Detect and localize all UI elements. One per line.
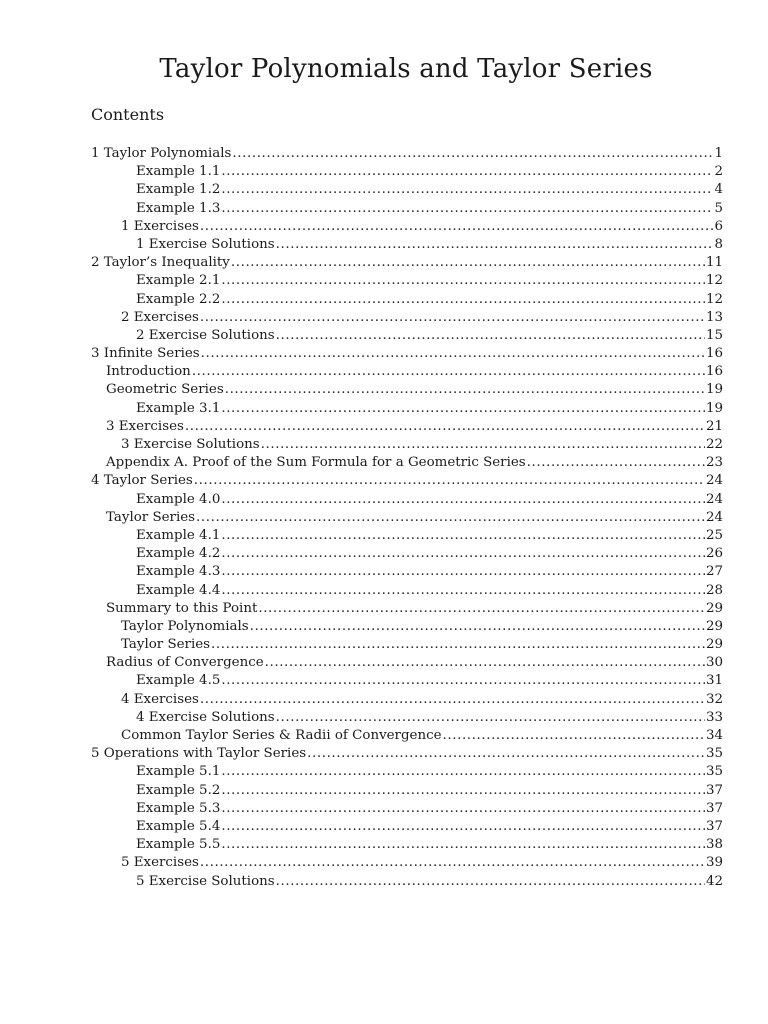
toc-page-number: 5 (714, 200, 723, 216)
toc-dot-leader (185, 418, 705, 436)
toc-entry-label: Taylor Series (121, 637, 211, 653)
toc-dot-leader (221, 491, 705, 509)
toc-dot-leader (221, 527, 705, 545)
toc-entry-label: Example 5.3 (136, 800, 221, 816)
toc-entry[interactable] (91, 272, 723, 290)
toc-page-number: 11 (705, 255, 723, 271)
toc-entry-label: 1 Exercise Solutions (136, 236, 275, 252)
toc-page-number: 24 (705, 473, 723, 489)
toc-entry-label: 4 Exercise Solutions (136, 709, 275, 725)
toc-entry[interactable] (91, 527, 723, 545)
toc-entry[interactable] (91, 836, 723, 854)
toc-entry-label: Example 1.1 (136, 164, 221, 180)
toc-entry[interactable] (91, 491, 723, 509)
toc-entry[interactable] (91, 418, 723, 436)
toc-dot-leader (221, 836, 705, 854)
toc-page-number: 21 (705, 418, 723, 434)
toc-page-number: 23 (705, 455, 723, 471)
toc-entry-label: 1 Exercises (121, 218, 199, 234)
toc-entry-label: Summary to this Point (106, 600, 258, 616)
toc-page-number: 37 (705, 782, 723, 798)
toc-entry-label: Example 2.1 (136, 273, 221, 289)
toc-entry-label: 2 Exercise Solutions (136, 327, 275, 343)
table-of-contents (91, 145, 723, 891)
toc-page-number: 16 (705, 364, 723, 380)
toc-dot-leader (250, 618, 705, 636)
toc-page-number: 30 (705, 655, 723, 671)
toc-dot-leader (200, 691, 705, 709)
toc-entry[interactable] (91, 145, 723, 163)
toc-entry-label: 4 Exercises (121, 691, 199, 707)
toc-entry[interactable] (91, 818, 723, 836)
toc-entry[interactable] (91, 636, 723, 654)
toc-page-number: 35 (705, 746, 723, 762)
toc-entry[interactable] (91, 363, 723, 381)
toc-entry-label: Example 1.2 (136, 182, 221, 198)
toc-page-number: 2 (714, 164, 723, 180)
toc-entry[interactable] (91, 436, 723, 454)
toc-entry-label: Example 5.5 (136, 837, 221, 853)
toc-page-number: 34 (705, 728, 723, 743)
toc-page-number: 19 (705, 400, 723, 416)
toc-entry-label: Geometric Series (106, 382, 224, 398)
toc-page-number: 33 (705, 709, 723, 725)
toc-entry-label: Example 3.1 (136, 400, 221, 416)
toc-entry-label: Example 4.3 (136, 564, 221, 580)
toc-entry[interactable] (91, 291, 723, 309)
toc-entry-label: Example 4.5 (136, 673, 221, 689)
toc-dot-leader (258, 600, 705, 618)
toc-page-number: 28 (705, 582, 723, 598)
toc-entry[interactable] (91, 691, 723, 709)
toc-entry[interactable] (91, 509, 723, 527)
toc-entry[interactable] (91, 472, 723, 490)
toc-entry[interactable] (91, 218, 723, 236)
toc-entry-label: Example 5.2 (136, 782, 221, 798)
toc-page-number: 16 (705, 346, 723, 362)
toc-entry[interactable] (91, 782, 723, 800)
toc-entry-label: 3 Exercise Solutions (121, 437, 260, 452)
toc-dot-leader (276, 327, 705, 345)
toc-dot-leader (276, 709, 705, 727)
toc-dot-leader (225, 381, 705, 399)
toc-entry-label: 3 Exercises (106, 418, 184, 434)
toc-entry-label: Example 1.3 (136, 200, 221, 216)
toc-page-number: 27 (705, 564, 723, 580)
toc-entry-label: Example 5.1 (136, 764, 221, 780)
toc-entry[interactable] (91, 181, 723, 199)
toc-page-number: 25 (705, 527, 723, 543)
toc-entry[interactable] (91, 709, 723, 727)
toc-entry[interactable] (91, 618, 723, 636)
toc-page-number: 12 (705, 273, 723, 289)
toc-entry[interactable] (91, 672, 723, 690)
toc-page-number: 38 (705, 837, 723, 853)
toc-dot-leader (221, 800, 705, 818)
toc-dot-leader (194, 472, 705, 490)
toc-entry[interactable] (91, 873, 723, 891)
toc-dot-leader (211, 636, 705, 654)
contents-heading: Contents (91, 105, 165, 124)
toc-dot-leader (261, 436, 705, 454)
toc-dot-leader (200, 854, 705, 872)
toc-entry-label: Example 4.0 (136, 491, 221, 507)
toc-page-number: 13 (705, 309, 723, 325)
toc-entry-label: Taylor Polynomials (121, 618, 249, 634)
toc-entry-label: 5 Operations with Taylor Series (91, 746, 307, 762)
toc-dot-leader (221, 818, 705, 836)
toc-dot-leader (221, 200, 713, 218)
toc-page-number: 39 (705, 855, 723, 871)
toc-entry[interactable] (91, 600, 723, 618)
toc-page-number: 1 (714, 146, 723, 161)
toc-page-number: 37 (705, 818, 723, 834)
toc-entry[interactable] (91, 163, 723, 181)
document-title: Taylor Polynomials and Taylor Series (159, 54, 653, 84)
toc-dot-leader (196, 509, 705, 527)
toc-entry-label: 3 Infinite Series (91, 346, 200, 362)
toc-page-number: 6 (714, 218, 723, 234)
toc-dot-leader (221, 582, 705, 600)
toc-entry-label: 2 Exercises (121, 309, 199, 325)
toc-dot-leader (221, 163, 713, 181)
toc-dot-leader (221, 400, 705, 418)
toc-dot-leader (221, 782, 705, 800)
toc-entry[interactable] (91, 309, 723, 327)
toc-dot-leader (221, 545, 705, 563)
toc-entry[interactable] (91, 854, 723, 872)
toc-page-number: 22 (705, 437, 723, 452)
toc-dot-leader (221, 272, 705, 290)
toc-entry[interactable] (91, 327, 723, 345)
toc-dot-leader (221, 291, 705, 309)
toc-entry[interactable] (91, 582, 723, 600)
toc-entry[interactable] (91, 345, 723, 363)
toc-page-number: 15 (705, 327, 723, 343)
toc-page-number: 31 (705, 673, 723, 689)
toc-page-number: 37 (705, 800, 723, 816)
toc-entry-label: Radius of Convergence (106, 655, 264, 671)
toc-dot-leader (221, 763, 705, 781)
toc-entry[interactable] (91, 563, 723, 581)
toc-entry[interactable] (91, 400, 723, 418)
toc-dot-leader (527, 454, 705, 472)
toc-page-number: 29 (705, 600, 723, 616)
toc-dot-leader (443, 727, 705, 745)
toc-page-number: 19 (705, 382, 723, 398)
toc-entry-label: 4 Taylor Series (91, 473, 193, 489)
toc-entry[interactable] (91, 727, 723, 745)
toc-entry[interactable] (91, 745, 723, 763)
toc-page-number: 26 (705, 546, 723, 562)
toc-entry-label: 1 Taylor Polynomials (91, 146, 232, 161)
toc-entry-label: Introduction (106, 364, 191, 380)
toc-dot-leader (221, 563, 705, 581)
toc-entry[interactable] (91, 200, 723, 218)
toc-entry[interactable] (91, 236, 723, 254)
toc-page-number: 12 (705, 291, 723, 307)
toc-dot-leader (221, 181, 713, 199)
toc-page-number: 29 (705, 618, 723, 634)
toc-page-number: 8 (714, 236, 723, 252)
toc-entry-label: Example 2.2 (136, 291, 221, 307)
toc-page-number: 4 (714, 182, 723, 198)
toc-page-number: 24 (705, 491, 723, 507)
toc-dot-leader (200, 218, 714, 236)
toc-entry-label: Appendix A. Proof of the Sum Formula for a Geometric Series (106, 455, 526, 471)
toc-entry[interactable] (91, 654, 723, 672)
toc-dot-leader (276, 873, 705, 891)
toc-entry-label: 2 Taylor’s Inequality (91, 255, 230, 271)
toc-page-number: 35 (705, 764, 723, 780)
toc-entry-label: Common Taylor Series & Radii of Convergence (121, 728, 442, 743)
toc-dot-leader (231, 254, 705, 272)
toc-entry[interactable] (91, 454, 723, 472)
toc-dot-leader (232, 145, 713, 163)
toc-dot-leader (265, 654, 705, 672)
toc-entry[interactable] (91, 545, 723, 563)
toc-entry-label: 5 Exercise Solutions (136, 873, 275, 889)
toc-entry-label: Example 4.1 (136, 527, 221, 543)
toc-entry[interactable] (91, 800, 723, 818)
toc-dot-leader (276, 236, 714, 254)
toc-entry-label: Example 4.4 (136, 582, 221, 598)
toc-entry-label: Taylor Series (106, 509, 196, 525)
toc-dot-leader (192, 363, 705, 381)
toc-entry-label: Example 5.4 (136, 818, 221, 834)
toc-dot-leader (200, 309, 705, 327)
toc-page-number: 24 (705, 509, 723, 525)
toc-entry[interactable] (91, 381, 723, 399)
toc-page-number: 32 (705, 691, 723, 707)
toc-dot-leader (201, 345, 705, 363)
toc-page-number: 42 (705, 873, 723, 889)
toc-entry[interactable] (91, 254, 723, 272)
toc-dot-leader (307, 745, 705, 763)
toc-entry-label: Example 4.2 (136, 546, 221, 562)
toc-dot-leader (221, 672, 705, 690)
toc-entry-label: 5 Exercises (121, 855, 199, 871)
toc-page-number: 29 (705, 637, 723, 653)
toc-entry[interactable] (91, 763, 723, 781)
